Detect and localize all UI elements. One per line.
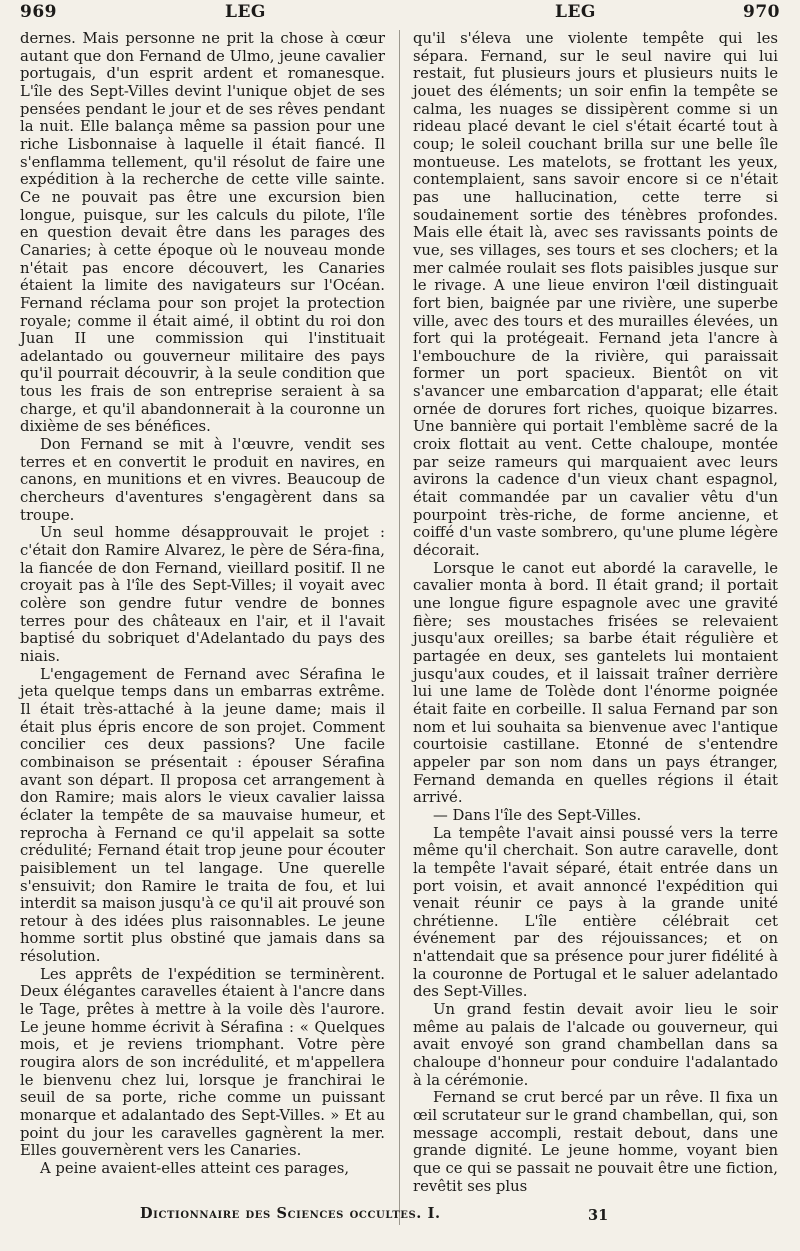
paragraph: A peine avaient-elles atteint ces parages, [40, 1160, 350, 1177]
left-running-head: LEG [225, 2, 266, 22]
paragraph: Fernand se crut bercé par un rêve. Il fixa un œil scrutateur sur le grand chambellan, qui, son message accompli, restait debout, dans une grande dignité. Le jeune homme, voyant bien que ce qui se passait ne pouvait être une fiction, revêtit ses plus [413, 1089, 778, 1195]
paragraph: Don Fernand se mit à l'œuvre, vendit ses terres et en convertit le produit en navires, en canons, en munitions et en vivres. Beaucoup de chercheurs d'aventures s'engagèrent dans sa troupe. [20, 436, 385, 524]
running-header [20, 2, 780, 28]
right-running-head: LEG [555, 2, 596, 22]
column-divider [399, 30, 400, 1225]
paragraph: qu'il s'éleva une violente tempête qui les sépara. Fernand, sur le seul navire qui lui restait, fut plusieurs jours et plusieurs nuits le jouet des éléments; un soir enfin la tempête se calma, les nuages se dissipèrent comme si un rideau placé devant le ciel s'était écarté tout à coup; le soleil couchant brilla sur une belle île montueuse. Les matelots, se frottant les yeux, contemplaient, sans savoir encore si ce n'était pas une hallucination, cette terre si soudainement sortie des ténèbres profondes. Mais elle était là, avec ses ravissants points de vue, ses villages, ses tours et ses clochers; et la mer calmée roulait ses flots paisibles jusque sur le rivage. A une lieue environ l'œil distinguait fort bien, baignée par une rivière, une superbe ville, avec des tours et des murailles élevées, un fort qui la protégeait. Fernand jeta l'ancre à l'embouchure de la rivière, qui paraissait former un port spacieux. Bientôt on vit s'avancer une embarcation d'apparat; elle était ornée de dorures fort riches, quoique bizarres. Une bannière qui portait l'emblème sacré de la croix flottait au vent. Cette chaloupe, montée par seize rameurs qui marquaient avec leurs avirons la cadence d'un vieux chant espagnol, était commandée par un cavalier vêtu d'un pourpoint très-riche, de forme ancienne, et coiffé d'un vaste sombrero, qu'une plume légère décorait. [413, 30, 778, 560]
paragraph: L'engagement de Fernand avec Sérafina le jeta quelque temps dans un embarras extrême. Il était très-attaché à la jeune dame; mais il était plus épris encore de son projet. Comment concilier ces deux passions? Une facile combinaison se présentait : épouser Sérafina avant son départ. Il proposa cet arrangement à don Ramire; mais alors le vieux cavalier laissa éclater la tempête de sa mauvaise humeur, et reprocha à Fernand ce qu'il appelait sa sotte crédulité; Fernand était trop jeune pour écouter paisiblement un tel langage. Une querelle s'ensuivit; don Ramire le traita de fou, et lui interdit sa maison jusqu'à ce qu'il ait prouvé son retour à des idées plus raisonnables. Le jeune homme sortit plus obstiné que jamais dans sa résolution. [20, 665, 385, 966]
right-column [413, 30, 778, 1195]
footer-signature-number: 31 [588, 1207, 609, 1224]
paragraph: La tempête l'avait ainsi poussé vers la terre même qu'il cherchait. Son autre caravelle, dont la tempête l'avait séparé, était entrée dans un port voisin, et avait annoncé l'expédition qui venait réunir ce pays à la grande unité chrétienne. L'île entière célébrait cet événement par des réjouissances; et on n'attendait que sa présence pour jurer fidélité à la couronne de Portugal et le saluer adelantado des Sept-Villes. [413, 824, 778, 1001]
paragraph: Un grand festin devait avoir lieu le soir même au palais de l'alcade ou gouverneur, qui avait envoyé son grand chambellan dans sa chaloupe d'honneur pour conduire l'adalantado à la cérémonie. [413, 1001, 778, 1089]
paragraph: — Dans l'île des Sept-Villes. [433, 806, 642, 824]
paragraph: Lorsque le canot eut abordé la caravelle, le cavalier monta à bord. Il était grand; il portait une longue figure espagnole avec une gravité fière; ses moustaches frisées se relevaient jusqu'aux oreilles; sa barbe était régulière et partagée en deux, ses gantelets lui montaient jusqu'aux coudes, et il laissait traîner derrière lui une lame de Tolède dont l'énorme poignée était faite en corbeille. Il salua Fernand par son nom et lui souhaita sa bienvenue avec l'antique courtoisie castillane. Etonné de s'entendre appeler par son nom dans un pays étranger, Fernand demanda en quelles régions il était arrivé. [413, 559, 778, 807]
left-page-number: 969 [20, 2, 57, 22]
paragraph: dernes. Mais personne ne prit la chose à cœur autant que don Fernand de Ulmo, jeune cavalier portugais, d'un esprit ardent et romanesque. L'île des Sept-Villes devint l'unique objet de ses pensées pendant le jour et de ses rêves pendant la nuit. Elle balança même sa passion pour une riche Lisbonnaise à laquelle il était fiancé. Il s'enflamma tellement, qu'il résolut de faire une expédition à la recherche de cette ville sainte. Ce ne pouvait pas être une excursion bien longue, puisque, sur les calculs du pilote, l'île en question devait être dans les parages des Canaries; à cette époque où le nouveau monde n'était pas encore découvert, les Canaries étaient la limite des navigateurs sur l'Océan. Fernand réclama pour son projet la protection royale; comme il était aimé, il obtint du roi don Juan II une commission qui l'instituait adelantado ou gouverneur militaire des pays qu'il pourrait découvrir, à la seule condition que tous les frais de son entreprise seraient à sa charge, et qu'il abandonnerait à la couronne un dixième de ses bénéfices. [20, 30, 385, 436]
right-page-number: 970 [743, 2, 780, 22]
paragraph: Un seul homme désapprouvait le projet : c'était don Ramire Alvarez, le père de Séra-fina, la fiancée de don Fernand, vieillard positif. Il ne croyait pas à l'île des Sept-Villes; il voyait avec colère son gendre futur vendre de bonnes terres pour des châteaux en l'air, et il l'avait baptisé du sobriquet d'Adelantado du pays des niais. [20, 524, 385, 665]
footer-book-title: Dictionnaire des Sciences occultes. I. [140, 1205, 441, 1222]
paragraph: Les apprêts de l'expédition se terminèrent. Deux élégantes caravelles étaient à l'ancre dans le Tage, prêtes à mettre à la voile dès l'aurore. Le jeune homme écrivit à Sérafina : « Quelques mois, et je reviens triomphant. Votre père rougira alors de son incrédulité, et m'appellera le bienvenu chez lui, lorsque je franchirai le seuil de sa porte, riche comme un puissant monarque et adalantado des Sept-Villes. » Et au point du jour les caravelles gagnèrent la mer. Elles gouvernèrent vers les Canaries. [20, 965, 385, 1160]
left-column [20, 30, 385, 1178]
